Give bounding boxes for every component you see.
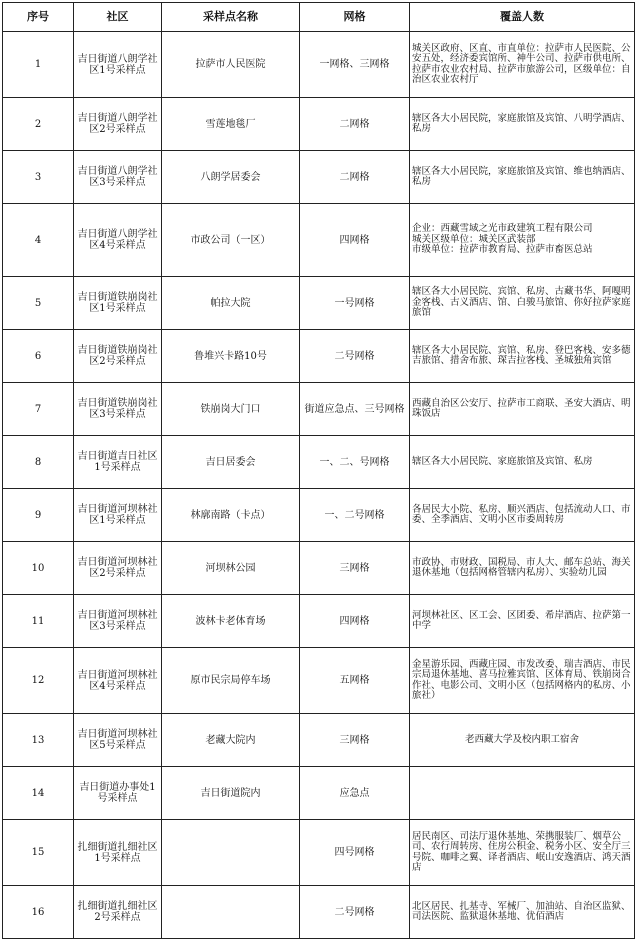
table-row: [3, 98, 635, 151]
cell-no: 5: [3, 277, 74, 330]
table-row: [3, 383, 635, 436]
cell-no: 3: [3, 151, 74, 204]
cell-community: 吉日街道铁崩岗社区3号采样点: [74, 383, 162, 436]
cell-site: 铁崩岗大门口: [162, 383, 300, 436]
cell-site: 原市民宗局停车场: [162, 648, 300, 714]
cell-coverage: 市政协、市财政、国税局、市人大、邮车总站、海关退休基地（包括网格管辖内私房）、实验幼儿园: [410, 542, 635, 595]
cell-coverage: [410, 767, 635, 820]
cell-grid: 四网格: [300, 595, 410, 648]
cell-no: 1: [3, 32, 74, 98]
cell-community: 吉日街道铁崩岗社区1号采样点: [74, 277, 162, 330]
cell-no: 10: [3, 542, 74, 595]
cell-grid: 一网格、三网格: [300, 32, 410, 98]
cell-grid: 五网格: [300, 648, 410, 714]
cell-site: 河坝林公园: [162, 542, 300, 595]
cell-community: 吉日街道河坝林社区5号采样点: [74, 714, 162, 767]
cell-community: 扎细街道扎细社区1号采样点: [74, 820, 162, 886]
table-row: [3, 32, 635, 98]
cell-grid: 一号网格: [300, 277, 410, 330]
cell-coverage: 辖区各大小居民院，家庭旅馆及宾馆、八明学酒店、私房: [410, 98, 635, 151]
cell-no: 4: [3, 204, 74, 277]
cell-community: 吉日街道铁崩岗社区2号采样点: [74, 330, 162, 383]
table-row: [3, 151, 635, 204]
cell-community: 吉日街道河坝林社区2号采样点: [74, 542, 162, 595]
table-row: [3, 204, 635, 277]
cell-coverage: 辖区各大小居民院、家庭旅馆及宾馆、私房: [410, 436, 635, 489]
cell-grid: 四号网格: [300, 820, 410, 886]
cell-grid: 二网格: [300, 151, 410, 204]
cell-coverage: 金星游乐园、西藏庄园、市发改委、瑞吉酒店、市民宗局退休基地、喜马拉雅宾馆、区体育局、铁崩岗合作社、电影公司、文明小区（包括网格内的私房、小旅社）: [410, 648, 635, 714]
cell-site: 鲁堆兴卡路10号: [162, 330, 300, 383]
cell-coverage: 辖区各大小居民院、宾馆、私房、登巴客栈、安多德吉旅馆、措舍布旅、琛吉拉客栈、圣城独角宾馆: [410, 330, 635, 383]
cell-community: 扎细街道扎细社区2号采样点: [74, 886, 162, 939]
cell-community: 吉日街道八朗学社区2号采样点: [74, 98, 162, 151]
cell-site: 吉日居委会: [162, 436, 300, 489]
cell-site: 老藏大院内: [162, 714, 300, 767]
cell-no: 2: [3, 98, 74, 151]
cell-coverage: 辖区各大小居民院，家庭旅馆及宾馆、维也纳酒店、私房: [410, 151, 635, 204]
cell-coverage: 居民南区、司法厅退休基地、荣携服装厂、烟草公司、农行周转房、住房公积金、税务小区、安全厅三号院、咖啡之翼、译者酒店、岷山安逸酒店、鸿天酒店: [410, 820, 635, 886]
sampling-point-table: [2, 2, 635, 939]
header-site: 采样点名称: [162, 3, 300, 32]
table-row: [3, 648, 635, 714]
cell-no: 7: [3, 383, 74, 436]
cell-coverage: 辖区各大小居民院、宾馆、私房、古藏书华、阿嘎明金客栈、古义酒店、馆、白骏马旅馆、你好拉萨家庭旅馆: [410, 277, 635, 330]
table-header-row: [3, 3, 635, 32]
cell-grid: 二号网格: [300, 886, 410, 939]
cell-coverage: 老西藏大学及校内职工宿舍: [410, 714, 635, 767]
header-coverage: 覆盖人数: [410, 3, 635, 32]
header-grid: 网格: [300, 3, 410, 32]
cell-no: 8: [3, 436, 74, 489]
cell-site: 波林卡老体育场: [162, 595, 300, 648]
cell-site: [162, 886, 300, 939]
cell-site: 拉萨市人民医院: [162, 32, 300, 98]
cell-community: 吉日街道河坝林社区1号采样点: [74, 489, 162, 542]
cell-no: 9: [3, 489, 74, 542]
cell-grid: 街道应急点、三号网格: [300, 383, 410, 436]
cell-no: 11: [3, 595, 74, 648]
cell-grid: 二号网格: [300, 330, 410, 383]
table-row: [3, 489, 635, 542]
cell-coverage: 北区居民、扎基寺、军械厂、加油站、自治区监狱、司法医院、监狱退休基地、优佰酒店: [410, 886, 635, 939]
cell-no: 14: [3, 767, 74, 820]
header-community: 社区: [74, 3, 162, 32]
header-no: 序号: [3, 3, 74, 32]
cell-grid: 四网格: [300, 204, 410, 277]
cell-coverage: 城关区政府、区直、市直单位：拉萨市人民医院、公安五处，经济委宾馆所、神牛公司、拉萨市供电所、拉萨市农业农村局、拉萨市旅游公司，区级单位：自治区农业农村厅: [410, 32, 635, 98]
cell-community: 吉日街道吉日社区1号采样点: [74, 436, 162, 489]
cell-coverage: 企业：西藏雪域之光市政建筑工程有限公司 城关区级单位：城关区武装部 市级单位：拉萨市教育局、拉萨市畜医总站: [410, 204, 635, 277]
cell-community: 吉日街道八朗学社区4号采样点: [74, 204, 162, 277]
table-row: [3, 886, 635, 939]
cell-no: 13: [3, 714, 74, 767]
table-row: [3, 436, 635, 489]
cell-site: 雪莲地毯厂: [162, 98, 300, 151]
cell-community: 吉日街道八朗学社区1号采样点: [74, 32, 162, 98]
table-row: [3, 595, 635, 648]
table-row: [3, 767, 635, 820]
table-row: [3, 820, 635, 886]
cell-grid: 应急点: [300, 767, 410, 820]
table-row: [3, 542, 635, 595]
cell-grid: 三网格: [300, 542, 410, 595]
cell-grid: 一、二号网格: [300, 489, 410, 542]
cell-coverage: 西藏自治区公安厅、拉萨市工商联、圣安大酒店、明珠饭店: [410, 383, 635, 436]
cell-site: 林廓南路（卡点）: [162, 489, 300, 542]
cell-community: 吉日街道八朗学社区3号采样点: [74, 151, 162, 204]
cell-coverage: 河坝林社区、区工会、区团委、希岸酒店、拉萨第一中学: [410, 595, 635, 648]
cell-community: 吉日街道河坝林社区4号采样点: [74, 648, 162, 714]
cell-no: 15: [3, 820, 74, 886]
table-row: [3, 277, 635, 330]
cell-coverage: 各居民大小院、私房、顺兴酒店、包括流动人口、市委、全季酒店、文明小区市委周转房: [410, 489, 635, 542]
cell-site: 帕拉大院: [162, 277, 300, 330]
cell-no: 6: [3, 330, 74, 383]
cell-community: 吉日街道办事处1号采样点: [74, 767, 162, 820]
table-row: [3, 330, 635, 383]
cell-no: 12: [3, 648, 74, 714]
table-row: [3, 714, 635, 767]
cell-community: 吉日街道河坝林社区3号采样点: [74, 595, 162, 648]
cell-grid: 三网格: [300, 714, 410, 767]
cell-grid: 二网格: [300, 98, 410, 151]
cell-grid: 一、二、号网格: [300, 436, 410, 489]
cell-site: 吉日街道院内: [162, 767, 300, 820]
cell-site: [162, 820, 300, 886]
cell-site: 市政公司（一区）: [162, 204, 300, 277]
cell-no: 16: [3, 886, 74, 939]
cell-site: 八朗学居委会: [162, 151, 300, 204]
